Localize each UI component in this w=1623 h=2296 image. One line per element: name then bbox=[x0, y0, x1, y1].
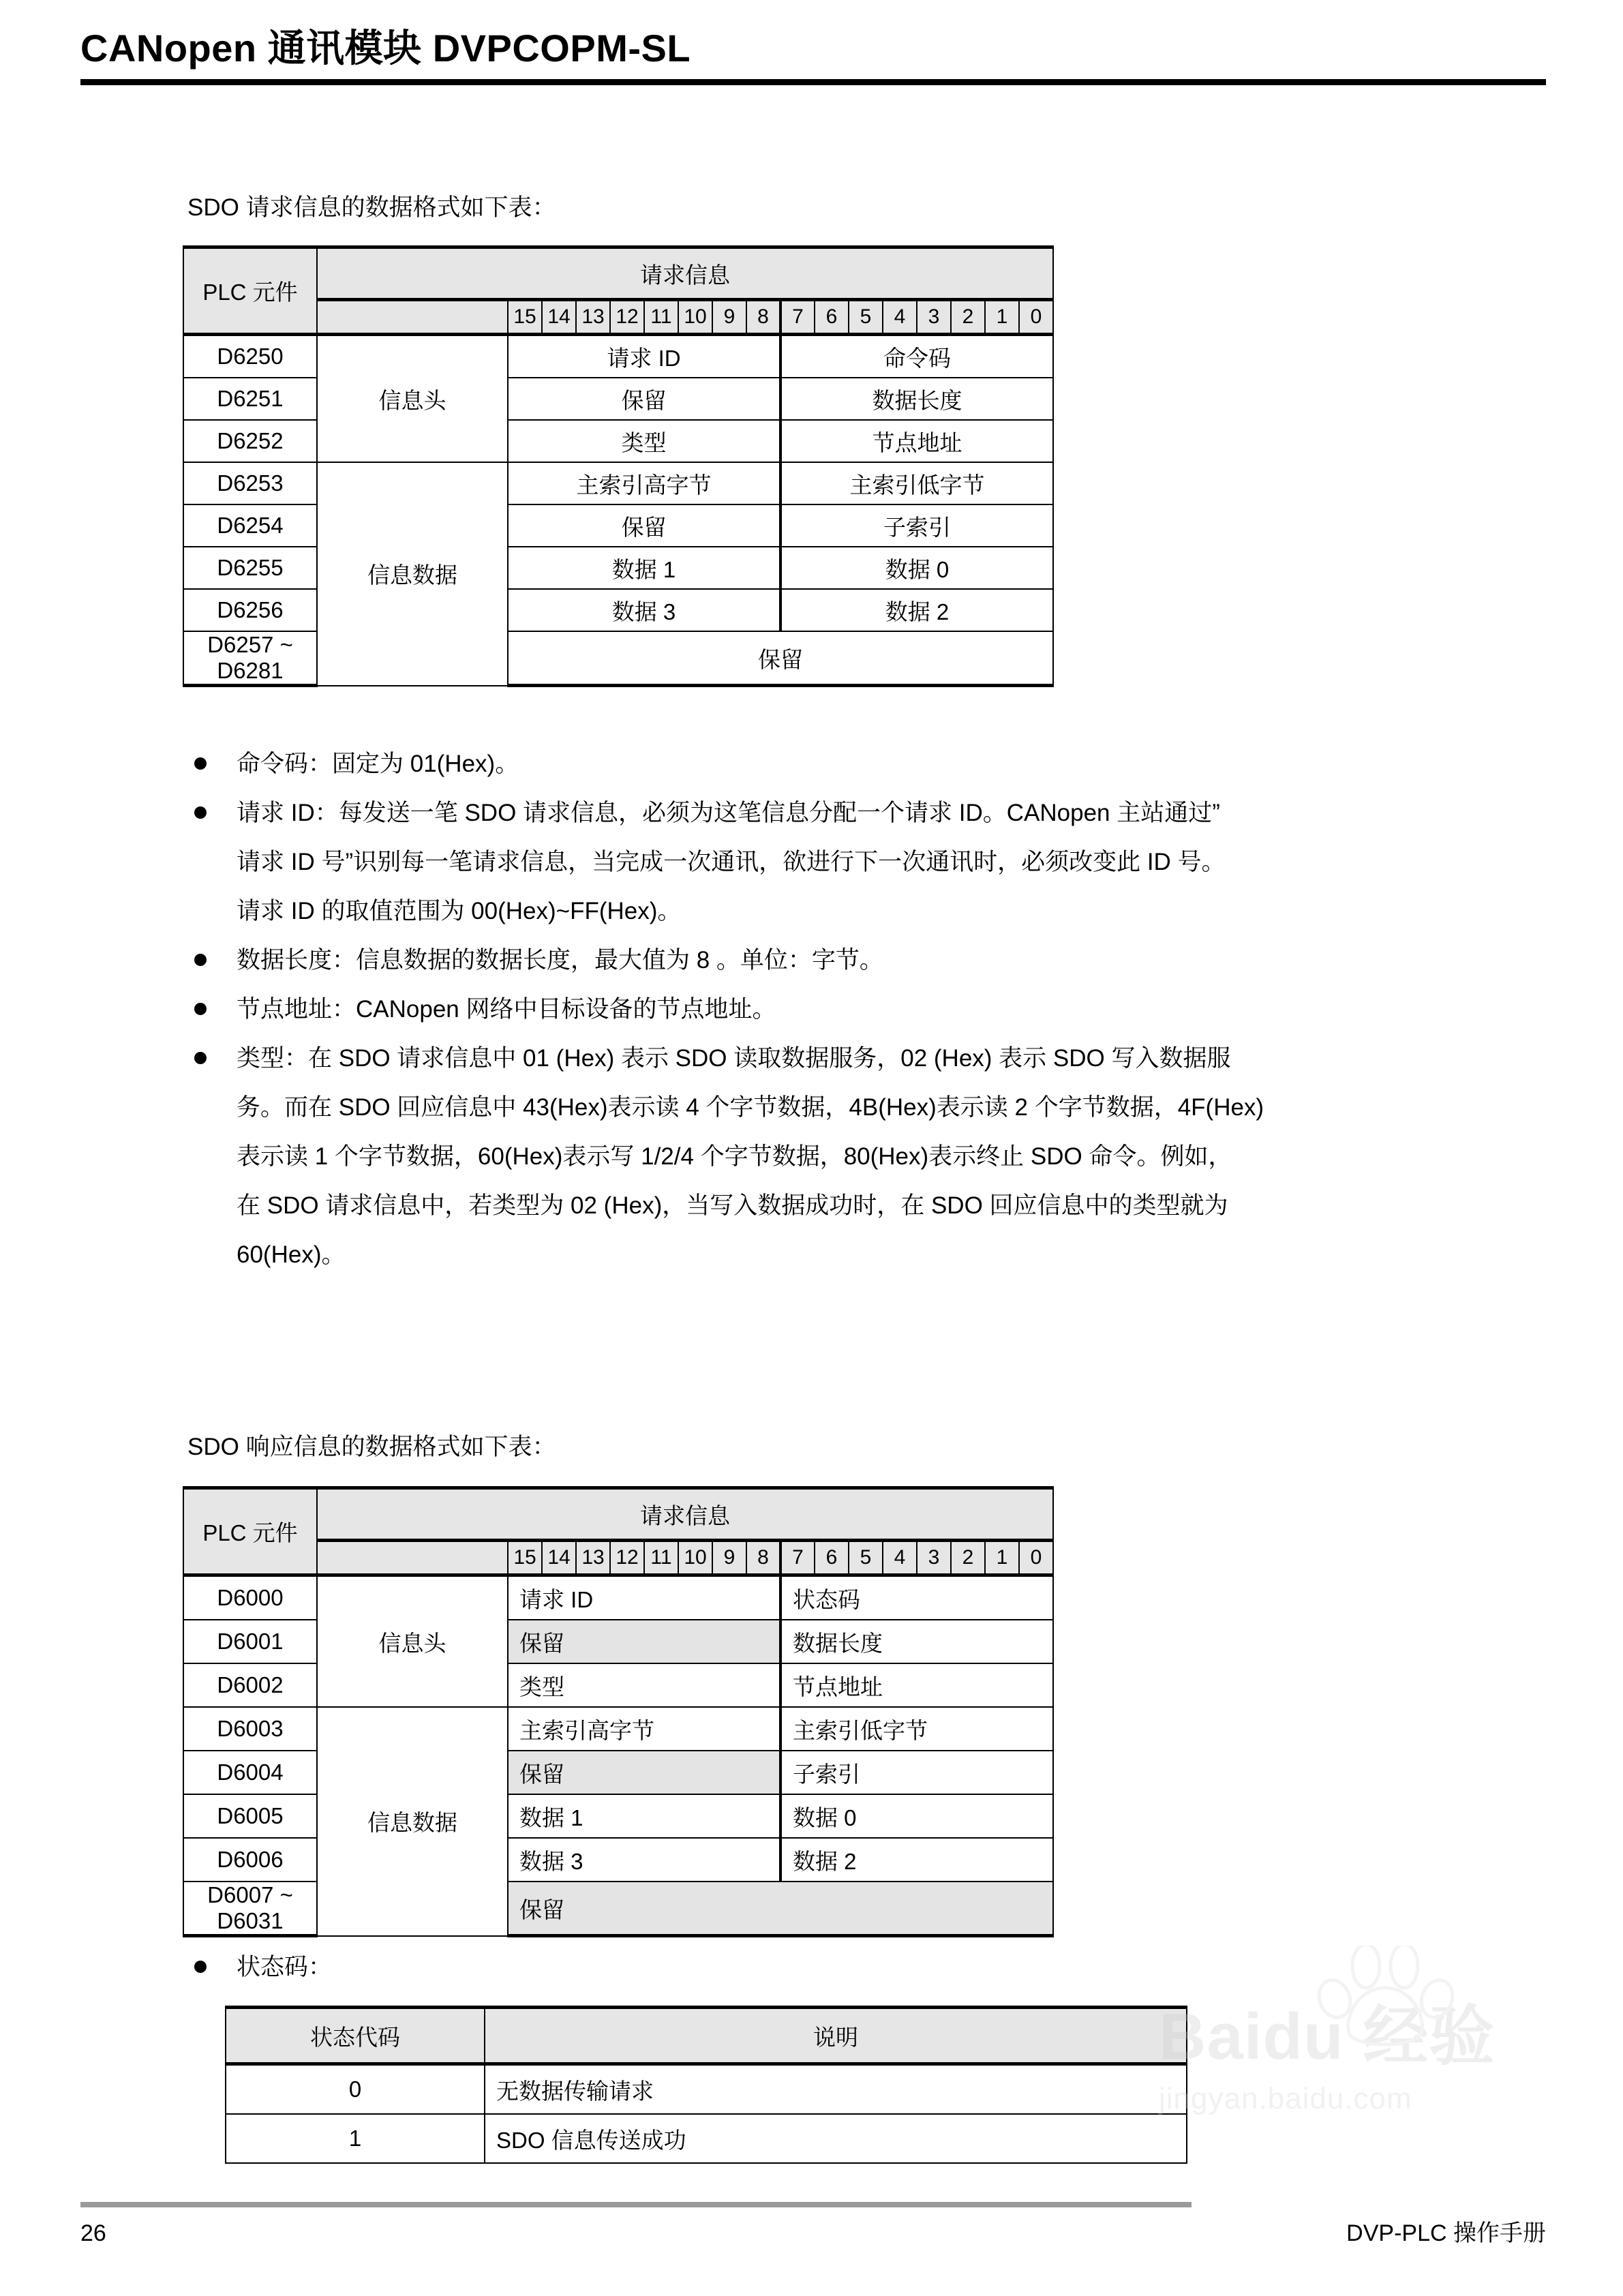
bit-label-12: 12 bbox=[610, 300, 644, 335]
bit-label-6: 6 bbox=[815, 1541, 849, 1575]
sdo-request-table-wrapper bbox=[183, 245, 1054, 687]
bullet-line: 数据长度：信息数据的数据长度，最大值为 8 。单位：字节。 bbox=[237, 947, 883, 973]
high-byte-cell: 数据 3 bbox=[508, 1838, 780, 1882]
bit-label-3: 3 bbox=[917, 300, 951, 335]
bit-label-2: 2 bbox=[951, 1541, 985, 1575]
table-row bbox=[183, 420, 1053, 462]
plc-device-cell: D6006 bbox=[183, 1838, 317, 1882]
manual-name: DVP-PLC 操作手册 bbox=[1346, 2220, 1546, 2246]
high-byte-cell: 数据 1 bbox=[508, 1794, 780, 1838]
low-byte-cell: 子索引 bbox=[780, 504, 1053, 547]
high-byte-cell: 保留 bbox=[508, 1620, 780, 1663]
header-group-spacer bbox=[317, 1541, 508, 1575]
bit-label-9: 9 bbox=[712, 300, 746, 335]
page-title: CANopen 通讯模块 DVPCOPM-SL bbox=[80, 27, 691, 70]
bit-label-10: 10 bbox=[678, 300, 712, 335]
low-byte-cell: 数据 0 bbox=[780, 547, 1053, 589]
plc-device-cell: D6254 bbox=[183, 504, 317, 547]
plc-device-range-cell: D6257 ~ D6281 bbox=[183, 631, 317, 686]
low-byte-cell: 数据 0 bbox=[780, 1794, 1053, 1838]
header-message-group: 请求信息 bbox=[317, 247, 1053, 300]
status-table-header-row bbox=[226, 2008, 1187, 2064]
group-label-header: 信息头 bbox=[317, 335, 508, 463]
table-row bbox=[183, 1663, 1053, 1707]
bit-label-3: 3 bbox=[917, 1541, 951, 1575]
table-row bbox=[183, 1707, 1053, 1751]
plc-device-cell: D6000 bbox=[183, 1575, 317, 1620]
intro-text-response: SDO 响应信息的数据格式如下表： bbox=[187, 1434, 556, 1460]
bit-label-7: 7 bbox=[780, 1541, 815, 1575]
bullet-dot-icon bbox=[194, 954, 207, 966]
low-byte-cell: 主索引低字节 bbox=[780, 1707, 1053, 1751]
plc-device-cell: D6256 bbox=[183, 589, 317, 631]
low-byte-cell: 子索引 bbox=[780, 1751, 1053, 1794]
bit-label-2: 2 bbox=[951, 300, 985, 335]
status-description-cell: SDO 信息传送成功 bbox=[485, 2114, 1187, 2163]
table-row-reserved bbox=[183, 1882, 1053, 1936]
bullet-dot-icon bbox=[194, 806, 207, 819]
status-code-cell: 1 bbox=[226, 2114, 485, 2163]
page-footer bbox=[80, 2202, 1546, 2248]
plc-device-cell: D6005 bbox=[183, 1794, 317, 1838]
bullet-list-status bbox=[187, 1943, 1544, 1992]
bit-label-5: 5 bbox=[849, 300, 883, 335]
bit-label-15: 15 bbox=[508, 300, 542, 335]
group-label-header: 信息头 bbox=[317, 1575, 508, 1708]
table-row bbox=[183, 589, 1053, 631]
baidu-watermark bbox=[1159, 2000, 1595, 2116]
bit-label-9: 9 bbox=[712, 1541, 746, 1575]
table-row bbox=[183, 335, 1053, 378]
bullet-status-code bbox=[187, 1943, 1544, 1992]
plc-device-cell: D6251 bbox=[183, 378, 317, 420]
table-row bbox=[183, 1838, 1053, 1882]
low-byte-cell: 数据长度 bbox=[780, 1620, 1053, 1663]
sdo-response-table-wrapper bbox=[183, 1486, 1054, 1937]
reserved-span-cell: 保留 bbox=[508, 631, 1053, 686]
low-byte-cell: 节点地址 bbox=[780, 420, 1053, 462]
bit-label-5: 5 bbox=[849, 1541, 883, 1575]
plc-device-cell: D6003 bbox=[183, 1707, 317, 1751]
bullet-line: 命令码：固定为 01(Hex)。 bbox=[237, 751, 519, 777]
header-message-group: 请求信息 bbox=[317, 1488, 1053, 1541]
bullet-line: 表示读 1 个字节数据，60(Hex)表示写 1/2/4 个字节数据，80(Hex)表示终止 SDO 命令。例如， bbox=[237, 1143, 1232, 1170]
intro-text-request: SDO 请求信息的数据格式如下表： bbox=[187, 194, 556, 221]
bit-label-8: 8 bbox=[746, 1541, 780, 1575]
page-number: 26 bbox=[80, 2220, 106, 2246]
high-byte-cell: 主索引高字节 bbox=[508, 1707, 780, 1751]
bit-label-13: 13 bbox=[576, 1541, 610, 1575]
bullet-line: 务。而在 SDO 回应信息中 43(Hex)表示读 4 个字节数据，4B(Hex)表示读 2 个字节数据，4F(Hex) bbox=[237, 1094, 1264, 1121]
watermark-url: jingyan.baidu.com bbox=[1159, 2082, 1412, 2115]
footer-divider bbox=[80, 2202, 1192, 2207]
plc-device-cell: D6004 bbox=[183, 1751, 317, 1794]
bullet-line: 60(Hex)。 bbox=[237, 1241, 346, 1268]
sdo-request-table bbox=[183, 245, 1054, 687]
bit-label-15: 15 bbox=[508, 1541, 542, 1575]
group-label-data: 信息数据 bbox=[317, 462, 508, 686]
bit-label-7: 7 bbox=[780, 300, 815, 335]
low-byte-cell: 节点地址 bbox=[780, 1663, 1053, 1707]
high-byte-cell: 数据 3 bbox=[508, 589, 780, 631]
bit-label-6: 6 bbox=[815, 300, 849, 335]
bullet-line: 在 SDO 请求信息中，若类型为 02 (Hex)，当写入数据成功时，在 SDO 回应信息中的类型就为 bbox=[237, 1192, 1228, 1219]
high-byte-cell: 保留 bbox=[508, 378, 780, 420]
bullet-list-request bbox=[187, 740, 1544, 1280]
plc-device-cell: D6001 bbox=[183, 1620, 317, 1663]
low-byte-cell: 主索引低字节 bbox=[780, 462, 1053, 504]
bit-label-8: 8 bbox=[746, 300, 780, 335]
group-label-data: 信息数据 bbox=[317, 1707, 508, 1936]
plc-device-cell: D6250 bbox=[183, 335, 317, 378]
header-plc-element: PLC 元件 bbox=[183, 1488, 317, 1575]
plc-device-cell: D6252 bbox=[183, 420, 317, 462]
bit-label-0: 0 bbox=[1019, 300, 1053, 335]
bullet-request-id bbox=[187, 789, 1544, 936]
page-header bbox=[80, 27, 1546, 85]
table-header-row-1 bbox=[183, 247, 1053, 300]
high-byte-cell: 保留 bbox=[508, 1751, 780, 1794]
high-byte-cell: 主索引高字节 bbox=[508, 462, 780, 504]
bullet-dot-icon bbox=[194, 1052, 207, 1064]
bullet-command-code bbox=[187, 740, 1544, 789]
header-plc-element: PLC 元件 bbox=[183, 247, 317, 335]
table-row bbox=[183, 378, 1053, 420]
sdo-response-table bbox=[183, 1486, 1054, 1937]
bit-label-0: 0 bbox=[1019, 1541, 1053, 1575]
table-row-reserved bbox=[183, 631, 1053, 686]
bit-label-1: 1 bbox=[985, 1541, 1019, 1575]
bit-label-11: 11 bbox=[644, 1541, 678, 1575]
bit-label-1: 1 bbox=[985, 300, 1019, 335]
status-code-cell: 0 bbox=[226, 2064, 485, 2115]
low-byte-cell: 命令码 bbox=[780, 335, 1053, 378]
table-row bbox=[183, 1751, 1053, 1794]
bullet-line: 请求 ID：每发送一笔 SDO 请求信息，必须为这笔信息分配一个请求 ID。CANopen 主站通过” bbox=[237, 800, 1220, 826]
high-byte-cell: 请求 ID bbox=[508, 335, 780, 378]
bullet-dot-icon bbox=[194, 757, 207, 770]
bit-label-12: 12 bbox=[610, 1541, 644, 1575]
header-group-spacer bbox=[317, 300, 508, 335]
plc-device-cell: D6253 bbox=[183, 462, 317, 504]
bit-label-4: 4 bbox=[883, 300, 917, 335]
status-table-row bbox=[226, 2064, 1187, 2115]
header-divider bbox=[80, 79, 1546, 85]
bullet-node-address bbox=[187, 985, 1544, 1034]
bullet-dot-icon bbox=[194, 1961, 207, 1973]
bit-label-13: 13 bbox=[576, 300, 610, 335]
bit-label-11: 11 bbox=[644, 300, 678, 335]
low-byte-cell: 数据长度 bbox=[780, 378, 1053, 420]
high-byte-cell: 类型 bbox=[508, 420, 780, 462]
bullet-line: 状态码： bbox=[237, 1954, 333, 1980]
bullet-dot-icon bbox=[194, 1003, 207, 1015]
plc-device-cell: D6255 bbox=[183, 547, 317, 589]
high-byte-cell: 请求 ID bbox=[508, 1575, 780, 1620]
status-code-table bbox=[225, 2006, 1187, 2164]
watermark-logo: Baidu 经验 bbox=[1159, 2000, 1496, 2073]
status-table-header-code: 状态代码 bbox=[226, 2008, 485, 2064]
table-header-row-1 bbox=[183, 1488, 1053, 1541]
bullet-line: 类型：在 SDO 请求信息中 01 (Hex) 表示 SDO 读取数据服务，02 (Hex) 表示 SDO 写入数据服 bbox=[237, 1045, 1231, 1072]
low-byte-cell: 状态码 bbox=[780, 1575, 1053, 1620]
bit-label-4: 4 bbox=[883, 1541, 917, 1575]
high-byte-cell: 数据 1 bbox=[508, 547, 780, 589]
table-row bbox=[183, 504, 1053, 547]
bit-label-14: 14 bbox=[542, 1541, 576, 1575]
table-row bbox=[183, 462, 1053, 504]
table-row bbox=[183, 1575, 1053, 1620]
high-byte-cell: 保留 bbox=[508, 504, 780, 547]
low-byte-cell: 数据 2 bbox=[780, 589, 1053, 631]
bullet-line: 节点地址：CANopen 网络中目标设备的节点地址。 bbox=[237, 996, 776, 1023]
bullet-line: 请求 ID 号”识别每一笔请求信息，当完成一次通讯，欲进行下一次通讯时，必须改变此 ID 号。 bbox=[237, 849, 1226, 875]
bullet-data-length bbox=[187, 936, 1544, 985]
status-table-header-description: 说明 bbox=[485, 2008, 1187, 2064]
bullet-line: 请求 ID 的取值范围为 00(Hex)~FF(Hex)。 bbox=[237, 898, 682, 924]
status-table-row bbox=[226, 2114, 1187, 2163]
status-code-table-wrapper bbox=[225, 2006, 1187, 2164]
plc-device-range-cell: D6007 ~ D6031 bbox=[183, 1882, 317, 1936]
bullet-type bbox=[187, 1034, 1544, 1280]
plc-device-cell: D6002 bbox=[183, 1663, 317, 1707]
status-description-cell: 无数据传输请求 bbox=[485, 2064, 1187, 2115]
high-byte-cell: 类型 bbox=[508, 1663, 780, 1707]
table-row bbox=[183, 1794, 1053, 1838]
bit-label-10: 10 bbox=[678, 1541, 712, 1575]
table-row bbox=[183, 547, 1053, 589]
reserved-span-cell: 保留 bbox=[508, 1882, 1053, 1936]
bit-label-14: 14 bbox=[542, 300, 576, 335]
table-row bbox=[183, 1620, 1053, 1663]
low-byte-cell: 数据 2 bbox=[780, 1838, 1053, 1882]
